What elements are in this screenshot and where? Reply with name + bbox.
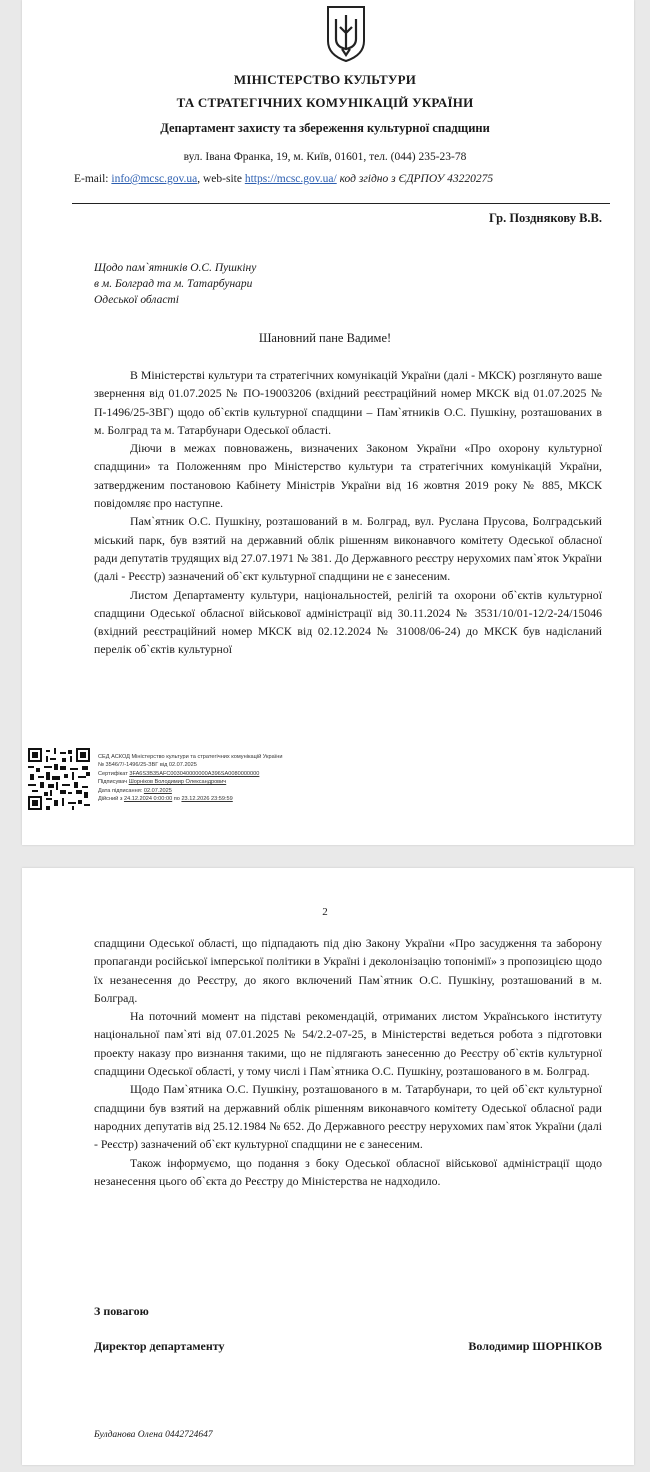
paragraph: Щодо Пам`ятника О.С. Пушкіну, розташованого в м. Татарбунари, то цей об`єкт культурної спадщини був взятий на державний облік рішенням виконавчого комітету Одеської обласної ради народних депутатів від 25.12.1984 № 652. До Державного реєстру нерухомих пам`яток України (далі - Реєстр) зазначений об`єкт культурної спадщини не є занесеним. [94, 1082, 602, 1152]
qr-code-icon [28, 748, 90, 810]
paragraph: В Міністерстві культури та стратегічних комунікацій України (далі - МКСК) розглянуто ваше звернення від 01.07.2025 № ПО-19003206 (вхідний реєстраційний номер МКСК від 01.07.2025 № П-1496/25-ЗВГ) щодо об`єктів культурної спадщини – Пам`ятників О.С. Пушкіну, розташованих в м. Болград та м. Татарбунари Одеської області. [94, 368, 602, 437]
addressee: Гр. Позднякову В.В. [488, 211, 602, 225]
stamp-signer: Підписувач Шорніков Володимир Олександрович [98, 779, 227, 786]
signer-name: Володимир ШОРНІКОВ [468, 1339, 602, 1353]
letter-body-page1 [94, 366, 602, 659]
paragraph: Листом Департаменту культури, національностей, релігій та охорони об`єктів культурної спадщини Одеської обласної військової адміністрації від 30.11.2024 № 3531/10/01-12/2-24/15046 (вхідний реєстраційний номер МКСК від 02.12.2024 № 31008/06-24) до МКСК був надісланий перелік об`єктів культурної [94, 587, 602, 657]
paragraph: Діючи в межах повноважень, визначених Законом України «Про охорону культурної спадщини» та Положенням про Міністерство культури та стратегічних комунікацій України, затвердженим постановою Кабінету Міністрів України від 16 жовтня 2019 року № 885, МКСК повідомляє про наступне. [94, 441, 602, 511]
letter-body-page2 [94, 934, 602, 1190]
paragraph: Пам`ятник О.С. Пушкіну, розташований в м. Болград, вул. Руслана Прусова, Болградський міський парк, був взятий на державний облік рішенням виконавчого комітету Одеської обласної ради депутатів трудящих від 27.07.1971 № 381. До Державного реєстру нерухомих пам`яток України (далі - Реєстр) зазначений об`єкт культурної спадщини не є занесеним. [94, 514, 602, 584]
subject-line: Щодо пам`ятників О.С. Пушкіну [94, 262, 257, 274]
stamp-certificate: Сертифікат 3FA6S3B35AFC003040000000A396SA0080000000 [98, 770, 260, 777]
email-label: E-mail: [74, 173, 112, 185]
greeting: Шановний пане Вадиме! [258, 331, 392, 345]
paragraph: Також інформуємо, що подання з боку Одеської обласної військової адміністрації щодо незанесення цього об`єкта до Реєстру до Міністерства не надходило. [94, 1155, 602, 1188]
coat-of-arms-icon [324, 3, 368, 63]
stamp-date: Дата підписання: 02.07.2025 [98, 787, 172, 794]
digital-signature-stamp [98, 753, 282, 803]
ministry-contacts [74, 173, 493, 185]
ministry-name-line2: ТА СТРАТЕГІЧНИХ КОМУНІКАЦІЙ УКРАЇНИ [176, 95, 474, 110]
email-link[interactable]: info@mcsc.gov.ua [111, 173, 198, 185]
ministry-name-line1: МІНІСТЕРСТВО КУЛЬТУРИ [233, 72, 417, 87]
letter-subject [94, 260, 256, 308]
edrpou-code: код згідно з ЄДРПОУ 43220275 [336, 173, 494, 185]
ministry-address: вул. Івана Франка, 19, м. Київ, 01601, тел. (044) 235-23-78 [183, 151, 467, 163]
stamp-line: № 3546/7/-1496/25-ЗВГ від 02.07.2025 [98, 762, 197, 769]
paragraph: спадщини Одеської області, що підпадають під дію Закону України «Про засудження та заборону пропаганди російської імперської політики в Україні і деколонізацію топонімії» з пропозицією щодо їх незанесення до Реєстру, до якого включений Пам`ятник О.С. Пушкіну, розташований в м. Болград. [94, 936, 602, 1005]
website-label: , web-site [197, 173, 245, 185]
header-divider [72, 203, 610, 204]
department-name: Департамент захисту та збереження культурної спадщини [160, 121, 490, 135]
executor-contact: Булданова Олена 0442724647 [94, 1430, 213, 1440]
signer-position: Директор департаменту [94, 1339, 225, 1353]
subject-line: Одеської області [94, 294, 179, 306]
page-number: 2 [322, 906, 328, 918]
paragraph: На поточний момент на підставі рекомендацій, отриманих листом Українського інституту національної пам`яті від 07.01.2025 № 54/2.2-07-25, в Міністерстві ведеться робота з підготовки проекту наказу про визнання такими, що не підлягають занесенню до Реєстру об`єктів культурної спадщини Одеської області, у тому числі і Пам`ятника О.С. Пушкіну, розташованого в м. Болград. [94, 1009, 602, 1079]
stamp-line: СЕД АСКОД Міністерство культури та стратегічних комунікацій України [98, 754, 283, 760]
website-link[interactable]: https://mcsc.gov.ua/ [244, 173, 337, 185]
closing: З повагою [94, 1304, 149, 1318]
subject-line: в м. Болград та м. Татарбунари [94, 278, 253, 290]
stamp-validity: Дійсний з 24.12.2024 0:00:00 по 23.12.2026 23:59:59 [98, 796, 233, 803]
